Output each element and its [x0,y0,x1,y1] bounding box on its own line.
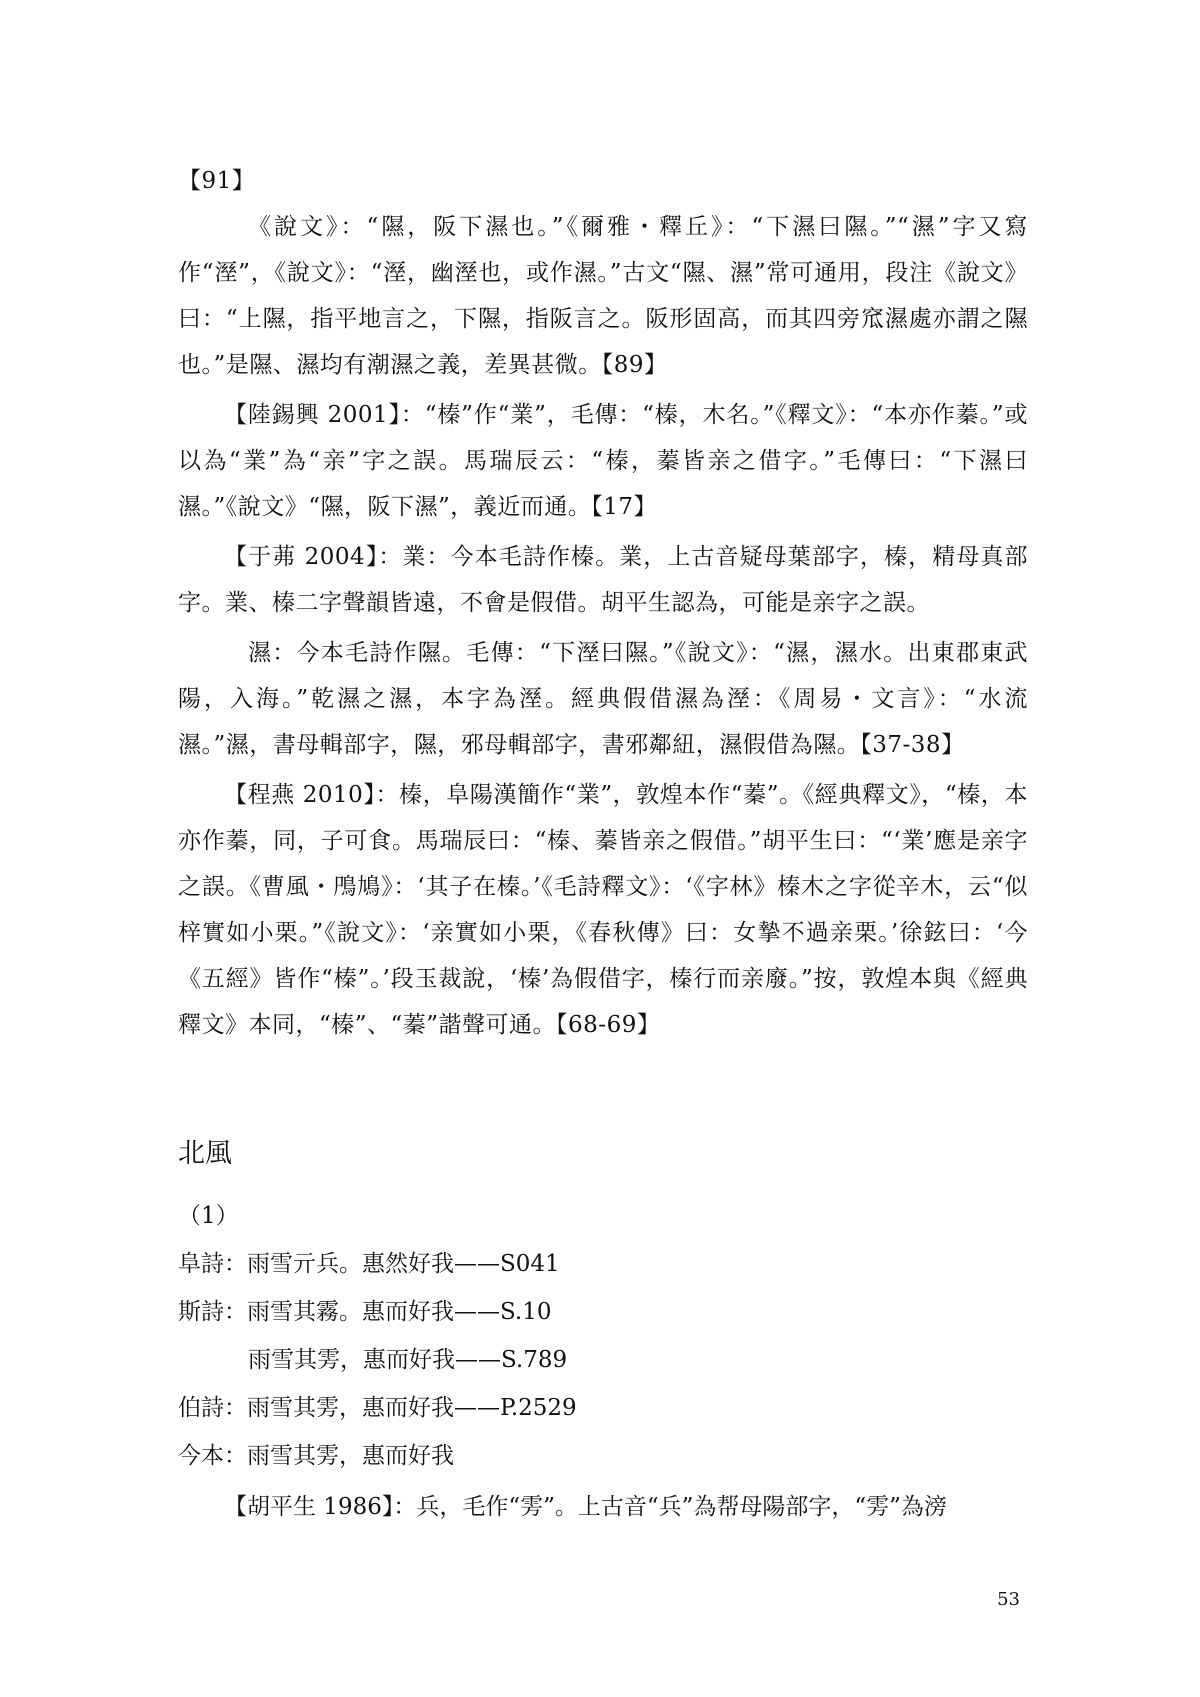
collation-text: 雨雪其雱，惠而好我——P.2529 [247,1395,577,1421]
reference-number: 【91】 [178,168,256,194]
collation-label: 伯詩： [178,1395,247,1421]
collation-text: 雨雪其雱，惠而好我——S.789 [248,1347,568,1373]
collation-label: 斯詩： [178,1299,247,1325]
page-number: 53 [997,1589,1020,1610]
paragraph-yu-fu: 【于茀 2004】：業：今本毛詩作榛。業，上古音疑母葉部字，榛，精母真部字。業、榛二字聲韻皆遠，不會是假借。胡平生認為，可能是亲字之誤。 [178,544,1028,616]
paragraph-shi: 濕：今本毛詩作隰。毛傳：“下溼曰隰。”《說文》：“濕，濕水。出東郡東武陽，入海。”乾濕之濕，本字為溼。經典假借濕為溼：《周易・文言》：“水流濕。”濕，書母輯部字，隰，邪母輯部字，書邪鄰紐，濕假借為隰。【37-38】 [178,640,1028,758]
paragraph-hu-pingsheng: 【胡平生 1986】：兵，毛作“雱”。上古音“兵”為帮母陽部字，“雱”為滂 [224,1494,947,1520]
commentary-block [178,158,1028,1052]
paragraph-cheng-yan: 【程燕 2010】：榛，阜陽漢簡作“業”，敦煌本作“蓁”。《經典釋文》，“榛，本亦作蓁，同，子可食。馬瑞辰曰：“榛、蓁皆亲之假借。”胡平生曰：“‘業’應是亲字之誤。《曹風・鳲鳩》：‘其子在榛。’《毛詩釋文》：‘《字林》榛木之字從辛木，云“似梓實如小栗。”《說文》：‘亲實如小栗，《春秋傳》曰：女摯不過亲栗。’徐鉉曰：‘今《五經》皆作“榛”。’段玉裁說，‘榛’為假借字，榛行而亲廢。”按，敦煌本與《經典釋文》本同，“榛”、“蓁”諧聲可通。【68-69】 [178,782,1028,1038]
collation-row [178,1240,1028,1288]
collation-row [178,1384,1028,1432]
collation-row [178,1432,1028,1480]
collation-list [178,1192,1028,1480]
collation-row [178,1336,1028,1384]
collation-text: 雨雪其雱，惠而好我 [247,1443,454,1469]
collation-text: 雨雪其霧。惠而好我——S.10 [247,1299,552,1325]
collation-subsection: （1） [178,1203,239,1229]
paragraph-shuowen: 《說文》：“隰，阪下濕也。”《爾雅・釋丘》：“下濕曰隰。”“濕”字又寫作“溼”，《說文》：“溼，幽溼也，或作濕。”古文“隰、濕”常可通用，段注《說文》曰：“上隰，指平地言之，下隰，指阪言之。阪形固高，而其四旁窊濕處亦謂之隰也。”是隰、濕均有潮濕之義，差異甚微。【89】 [178,214,1028,378]
paragraph-lu-xixing: 【陸錫興 2001】：“榛”作“業”，毛傳：“榛，木名。”《釋文》：“本亦作蓁。”或以為“業”為“亲”字之誤。馬瑞辰云：“榛，蓁皆亲之借字。”毛傳曰：“下濕曰濕。”《說文》“隰，阪下濕”，義近而通。【17】 [178,402,1028,520]
section-title: 北風 [178,1138,232,1169]
collation-text: 雨雪亓兵。惠然好我——S041 [247,1251,560,1277]
collation-label: 今本： [178,1443,247,1469]
collation-row [178,1288,1028,1336]
collation-label: 阜詩： [178,1251,247,1277]
